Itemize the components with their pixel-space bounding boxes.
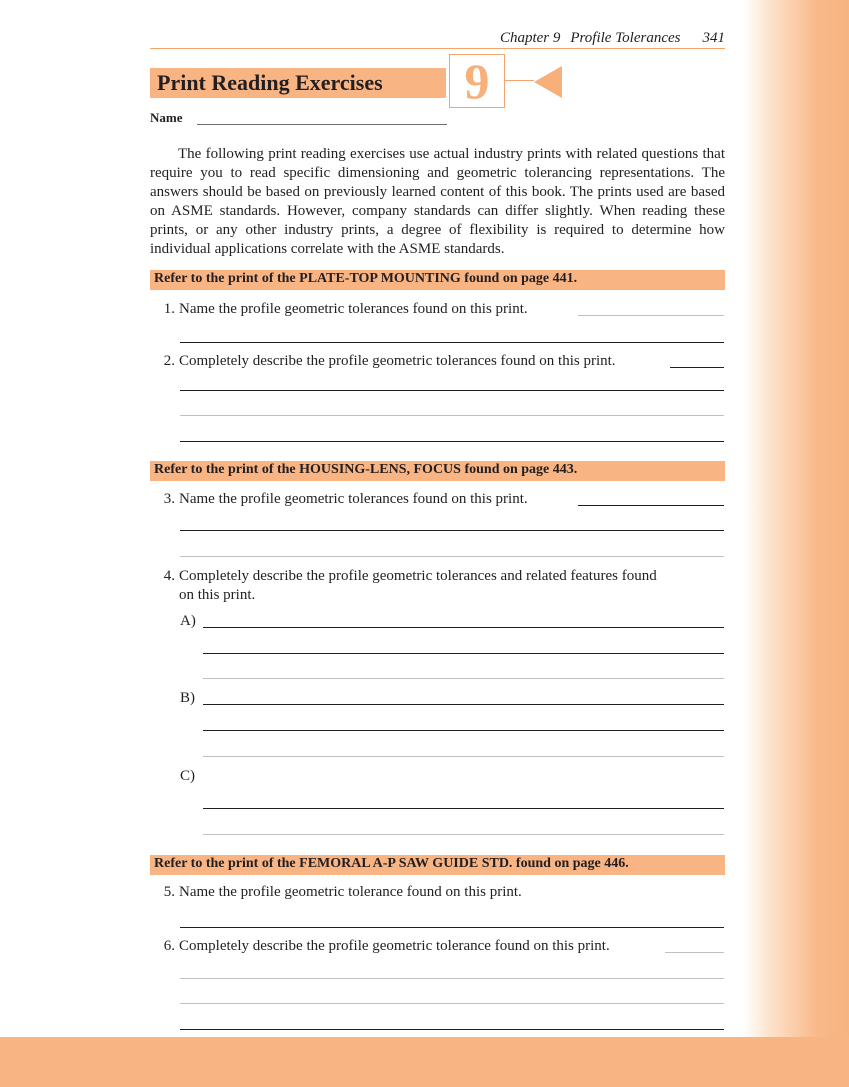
answer-line[interactable] xyxy=(180,390,724,391)
running-header xyxy=(150,30,725,47)
question-text-cont: on this print. xyxy=(179,587,256,603)
answer-line[interactable] xyxy=(203,756,724,757)
header-chapter: Chapter 9 xyxy=(499,30,561,46)
answer-line[interactable] xyxy=(203,653,724,654)
answer-line[interactable] xyxy=(578,315,724,316)
question-6: 6. Completely describe the profile geometric tolerance found on this print. xyxy=(163,938,610,954)
question-3: 3. Name the profile geometric tolerances found on this print. xyxy=(163,491,528,507)
page-title: Print Reading Exercises xyxy=(157,70,383,95)
answer-line[interactable] xyxy=(578,505,724,506)
answer-line[interactable] xyxy=(203,627,724,628)
question-text: Name the profile geometric tolerances found on this print. xyxy=(179,491,528,507)
sub-part-b-label: B) xyxy=(180,690,195,706)
question-5: 5. Name the profile geometric tolerance found on this print. xyxy=(163,884,522,900)
section-heading-3: Refer to the print of the FEMORAL A-P SAW GUIDE STD. found on page 446. xyxy=(150,855,725,875)
name-field[interactable] xyxy=(197,124,447,125)
answer-line[interactable] xyxy=(180,415,724,416)
question-4: 4. Completely describe the profile geometric tolerances and related features found on this print. xyxy=(163,568,657,603)
page-number: 341 xyxy=(702,30,725,46)
bottom-decoration-band xyxy=(0,1037,849,1087)
answer-line[interactable] xyxy=(203,730,724,731)
answer-line[interactable] xyxy=(180,1003,724,1004)
answer-line[interactable] xyxy=(203,834,724,835)
answer-line[interactable] xyxy=(670,367,724,368)
sub-part-c-label: C) xyxy=(180,768,195,784)
question-text: Completely describe the profile geometric tolerances and related features found xyxy=(179,568,657,584)
header-section: Profile Tolerances xyxy=(570,30,681,46)
chapter-badge-number: 9 xyxy=(464,53,490,109)
chapter-arrow-icon xyxy=(534,66,562,98)
chapter-badge-connector xyxy=(504,80,534,81)
answer-line[interactable] xyxy=(180,441,724,442)
chapter-badge xyxy=(449,54,505,108)
question-text: Completely describe the profile geometric tolerance found on this print. xyxy=(179,938,610,954)
answer-line[interactable] xyxy=(203,808,724,809)
answer-line[interactable] xyxy=(203,704,724,705)
question-text: Completely describe the profile geometric tolerances found on this print. xyxy=(179,353,616,369)
sub-part-a-label: A) xyxy=(180,613,196,629)
answer-line[interactable] xyxy=(180,556,724,557)
question-1: 1. Name the profile geometric tolerances found on this print. xyxy=(163,301,528,317)
header-rule xyxy=(150,48,725,49)
section-heading-2: Refer to the print of the HOUSING-LENS, FOCUS found on page 443. xyxy=(150,461,725,481)
question-2: 2. Completely describe the profile geometric tolerances found on this print. xyxy=(163,353,616,369)
question-text: Name the profile geometric tolerances found on this print. xyxy=(179,301,528,317)
title-bar xyxy=(150,68,446,98)
answer-line[interactable] xyxy=(203,678,724,679)
intro-paragraph: The following print reading exercises use actual industry prints with related questions that require you to read specific dimensioning and geometric tolerancing representations. The answers should be based on previously learned content of this book. The prints used are based on ASME standards. However, company standards can differ slightly. When reading these prints, or any other industry prints, a degree of flexibility is required to determine how individual applications correlate with the ASME standards. xyxy=(150,146,725,257)
answer-line[interactable] xyxy=(665,952,724,953)
question-text: Name the profile geometric tolerance found on this print. xyxy=(179,884,522,900)
section-heading-1: Refer to the print of the PLATE-TOP MOUNTING found on page 441. xyxy=(150,270,725,290)
side-decoration-band xyxy=(743,0,849,1087)
answer-line[interactable] xyxy=(180,342,724,343)
answer-line[interactable] xyxy=(180,927,724,928)
name-label: Name xyxy=(150,110,183,125)
answer-line[interactable] xyxy=(180,978,724,979)
answer-line[interactable] xyxy=(180,530,724,531)
answer-line[interactable] xyxy=(180,1029,724,1030)
